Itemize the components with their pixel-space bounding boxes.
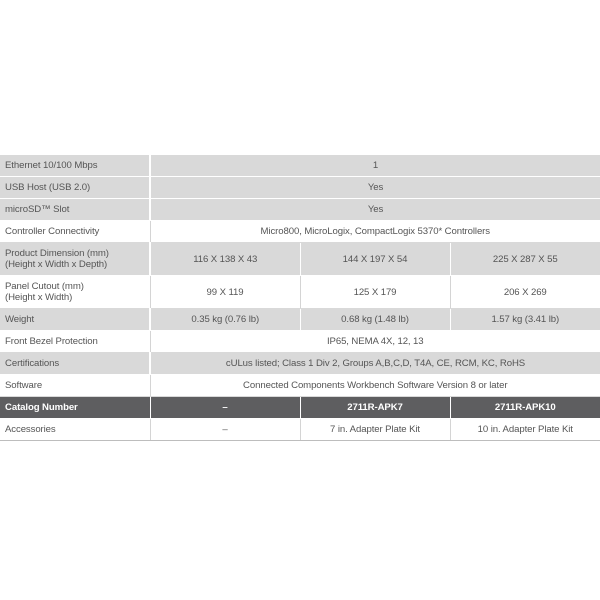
- row-label: USB Host (USB 2.0): [0, 177, 150, 199]
- row-value: 0.68 kg (1.48 lb): [300, 309, 450, 331]
- row-label: Ethernet 10/100 Mbps: [0, 155, 150, 177]
- row-value: IP65, NEMA 4X, 12, 13: [150, 331, 600, 353]
- row-value: 144 X 197 X 54: [300, 243, 450, 276]
- table-row-controller-connectivity: [0, 221, 600, 243]
- table-row-front-bezel: [0, 331, 600, 353]
- row-value: 1.57 kg (3.41 lb): [450, 309, 600, 331]
- table-row-software: [0, 375, 600, 397]
- row-value: 0.35 kg (0.76 lb): [150, 309, 300, 331]
- row-value: 116 X 138 X 43: [150, 243, 300, 276]
- row-label: Software: [0, 375, 150, 397]
- table-row-microsd: [0, 199, 600, 221]
- row-label: Panel Cutout (mm) (Height x Width): [0, 276, 150, 309]
- row-label: microSD™ Slot: [0, 199, 150, 221]
- row-label: Product Dimension (mm) (Height x Width x Depth): [0, 243, 150, 276]
- row-value: 125 X 179: [300, 276, 450, 309]
- table-row-panel-cutout: [0, 276, 600, 309]
- row-value: 225 X 287 X 55: [450, 243, 600, 276]
- row-value: 2711R-APK10: [450, 397, 600, 419]
- row-value: –: [150, 419, 300, 441]
- row-value: cULus listed; Class 1 Div 2, Groups A,B,C,D, T4A, CE, RCM, KC, RoHS: [150, 353, 600, 375]
- row-label: Front Bezel Protection: [0, 331, 150, 353]
- row-label: Certifications: [0, 353, 150, 375]
- table-row-product-dimension: [0, 243, 600, 276]
- table-row-accessories: [0, 419, 600, 441]
- row-label: Weight: [0, 309, 150, 331]
- table-row-ethernet: [0, 155, 600, 177]
- row-value: Yes: [150, 177, 600, 199]
- row-label: Catalog Number: [0, 397, 150, 419]
- row-value: 2711R-APK7: [300, 397, 450, 419]
- row-value: Connected Components Workbench Software Version 8 or later: [150, 375, 600, 397]
- row-value: 99 X 119: [150, 276, 300, 309]
- row-value: Yes: [150, 199, 600, 221]
- row-value: 1: [150, 155, 600, 177]
- table-row-catalog-number: [0, 397, 600, 419]
- table-row-certifications: [0, 353, 600, 375]
- specifications-table: [0, 155, 600, 441]
- row-value: Micro800, MicroLogix, CompactLogix 5370* Controllers: [150, 221, 600, 243]
- row-label: Controller Connectivity: [0, 221, 150, 243]
- table-row-weight: [0, 309, 600, 331]
- row-value: 7 in. Adapter Plate Kit: [300, 419, 450, 441]
- row-label: Accessories: [0, 419, 150, 441]
- row-value: 206 X 269: [450, 276, 600, 309]
- row-value: 10 in. Adapter Plate Kit: [450, 419, 600, 441]
- table-row-usb-host: [0, 177, 600, 199]
- row-value: –: [150, 397, 300, 419]
